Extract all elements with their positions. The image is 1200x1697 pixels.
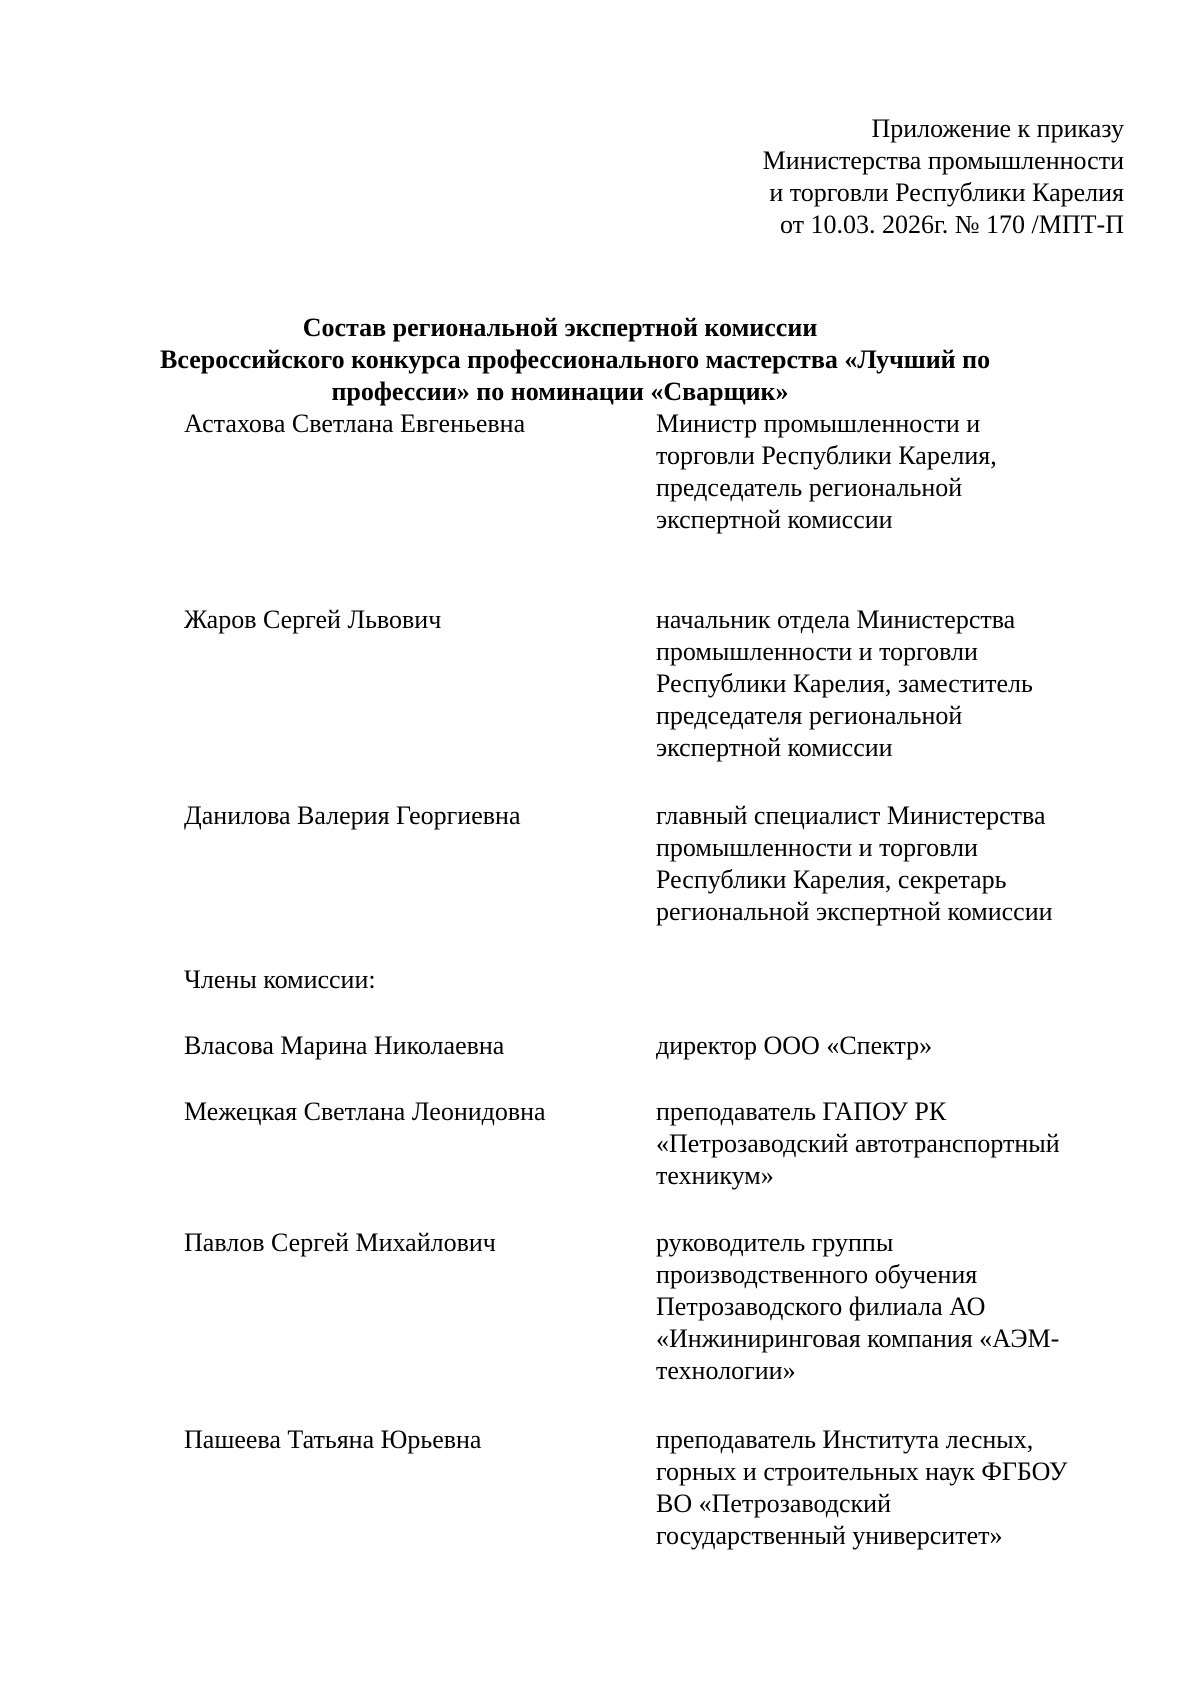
member-name: Пашеева Татьяна Юрьевна [184, 1425, 482, 1454]
title-line: Всероссийского конкурса профессионального мастерства «Лучший по [160, 345, 991, 374]
header-line: Приложение к приказу [871, 114, 1124, 143]
member-name: Власова Марина Николаевна [184, 1031, 505, 1060]
title-line: Состав региональной экспертной комиссии [302, 313, 818, 342]
member-name: Астахова Светлана Евгеньевна [184, 409, 526, 438]
member-role [656, 604, 1124, 764]
member-name: Жаров Сергей Львович [184, 605, 442, 634]
role-line: начальник отдела Министерства [656, 605, 1016, 634]
header-line: от 10.03. 2026г. № 170 /МПТ-П [780, 210, 1124, 239]
role-line: техникум» [656, 1161, 774, 1190]
member-role [656, 1030, 1124, 1062]
member-role [656, 1227, 1124, 1387]
role-line: экспертной комиссии [656, 733, 893, 762]
member-role [656, 1424, 1124, 1552]
role-line: промышленности и торговли [656, 833, 978, 862]
role-line: экспертной комиссии [656, 505, 893, 534]
title-line: профессии» по номинации «Сварщик» [331, 377, 789, 406]
role-line: производственного обучения [656, 1260, 978, 1289]
role-line: ВО «Петрозаводский [656, 1489, 892, 1518]
role-line: горных и строительных наук ФГБОУ [656, 1457, 1068, 1486]
role-line: Республики Карелия, секретарь [656, 865, 1007, 894]
header-line: и торговли Республики Карелия [769, 178, 1124, 207]
role-line: главный специалист Министерства [656, 801, 1046, 830]
member-role [656, 1096, 1124, 1192]
role-line: «Петрозаводский автотранспортный [656, 1129, 1060, 1158]
role-line: региональной экспертной комиссии [656, 897, 1053, 926]
role-line: «Инжиниринговая компания «АЭМ- [656, 1324, 1060, 1353]
role-line: Министр промышленности и [656, 409, 981, 438]
role-line: государственный университет» [656, 1521, 1003, 1550]
role-line: председателя региональной [656, 701, 963, 730]
role-line: руководитель группы [656, 1228, 894, 1257]
role-line: преподаватель ГАПОУ РК [656, 1097, 947, 1126]
role-line: Республики Карелия, заместитель [656, 669, 1033, 698]
member-name: Павлов Сергей Михайлович [184, 1228, 496, 1257]
order-appendix-header [604, 113, 1124, 241]
role-line: Петрозаводского филиала АО [656, 1292, 986, 1321]
member-name: Межецкая Светлана Леонидовна [184, 1097, 546, 1126]
role-line: директор ООО «Спектр» [656, 1031, 933, 1060]
role-line: торговли Республики Карелия, [656, 441, 997, 470]
members-section-label: Члены комиссии: [184, 965, 376, 994]
role-line: технологии» [656, 1356, 796, 1385]
header-line: Министерства промышленности [762, 146, 1124, 175]
role-line: председатель региональной [656, 473, 963, 502]
member-name: Данилова Валерия Георгиевна [184, 801, 521, 830]
member-role [656, 408, 1124, 536]
member-role [656, 800, 1124, 928]
role-line: промышленности и торговли [656, 637, 978, 666]
role-line: преподаватель Института лесных, [656, 1425, 1034, 1454]
document-title [160, 312, 991, 408]
